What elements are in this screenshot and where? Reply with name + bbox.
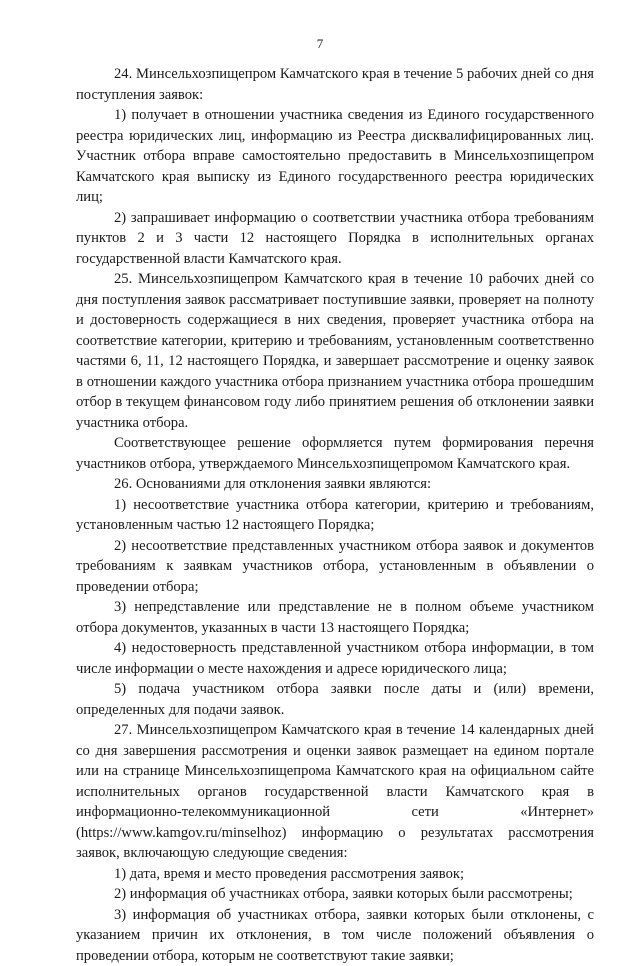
- document-body: [76, 64, 594, 966]
- paragraph: 2) запрашивает информацию о соответствии участника отбора требованиям пунктов 2 и 3 части 12 настоящего Порядка в исполнительных органах государственной власти Камчатского края.: [76, 208, 594, 270]
- paragraph: 27. Минсельхозпищепром Камчатского края в течение 14 календарных дней со дня завершения рассмотрения и оценки заявок размещает на едином портале или на странице Минсельхозпищепрома Камчатского края на официальном сайте исполнительных органов государственной власти Камчатского края в информационно-телекоммуникационной сети «Интернет» (https://www.kamgov.ru/minselhoz) информацию о результатах рассмотрения заявок, включающую следующие сведения:: [76, 720, 594, 864]
- paragraph: 1) дата, время и место проведения рассмотрения заявок;: [76, 864, 594, 885]
- paragraph: 4) недостоверность представленной участником отбора информации, в том числе информации о месте нахождения и адресе юридического лица;: [76, 638, 594, 679]
- page-number: 7: [0, 36, 640, 52]
- paragraph: 5) подача участником отбора заявки после даты и (или) времени, определенных для подачи заявок.: [76, 679, 594, 720]
- paragraph: Соответствующее решение оформляется путем формирования перечня участников отбора, утверждаемого Минсельхозпищепромом Камчатского края.: [76, 433, 594, 474]
- paragraph: 1) несоответствие участника отбора категории, критерию и требованиям, установленным частью 12 настоящего Порядка;: [76, 495, 594, 536]
- paragraph: 3) информация об участниках отбора, заявки которых были отклонены, с указанием причин их отклонения, в том числе положений объявления о проведении отбора, которым не соответствуют такие заявки;: [76, 905, 594, 966]
- paragraph: 3) непредставление или представление не в полном объеме участником отбора документов, указанных в части 13 настоящего Порядка;: [76, 597, 594, 638]
- paragraph: 25. Минсельхозпищепром Камчатского края в течение 10 рабочих дней со дня поступления заявок рассматривает поступившие заявки, проверяет на полноту и достоверность содержащиеся в них сведения, проверяет участника отбора на соответствие категории, критерию и требованиям, установленным соответственно частями 6, 11, 12 настоящего Порядка, и завершает рассмотрение и оценку заявок в отношении каждого участника отбора признанием участника отбора прошедшим отбор в текущем финансовом году либо принятием решения об отклонении заявки участника отбора.: [76, 269, 594, 433]
- paragraph: 26. Основаниями для отклонения заявки являются:: [76, 474, 594, 495]
- paragraph: 1) получает в отношении участника сведения из Единого государственного реестра юридических лиц, информацию из Реестра дисквалифицированных лиц. Участник отбора вправе самостоятельно предоставить в Минсельхозпищепром Камчатского края выписку из Единого государственного реестра юридических лиц;: [76, 105, 594, 208]
- paragraph: 2) информация об участниках отбора, заявки которых были рассмотрены;: [76, 884, 594, 905]
- paragraph: 2) несоответствие представленных участником отбора заявок и документов требованиям к заявкам участников отбора, установленным в объявлении о проведении отбора;: [76, 536, 594, 598]
- paragraph: 24. Минсельхозпищепром Камчатского края в течение 5 рабочих дней со дня поступления заявок:: [76, 64, 594, 105]
